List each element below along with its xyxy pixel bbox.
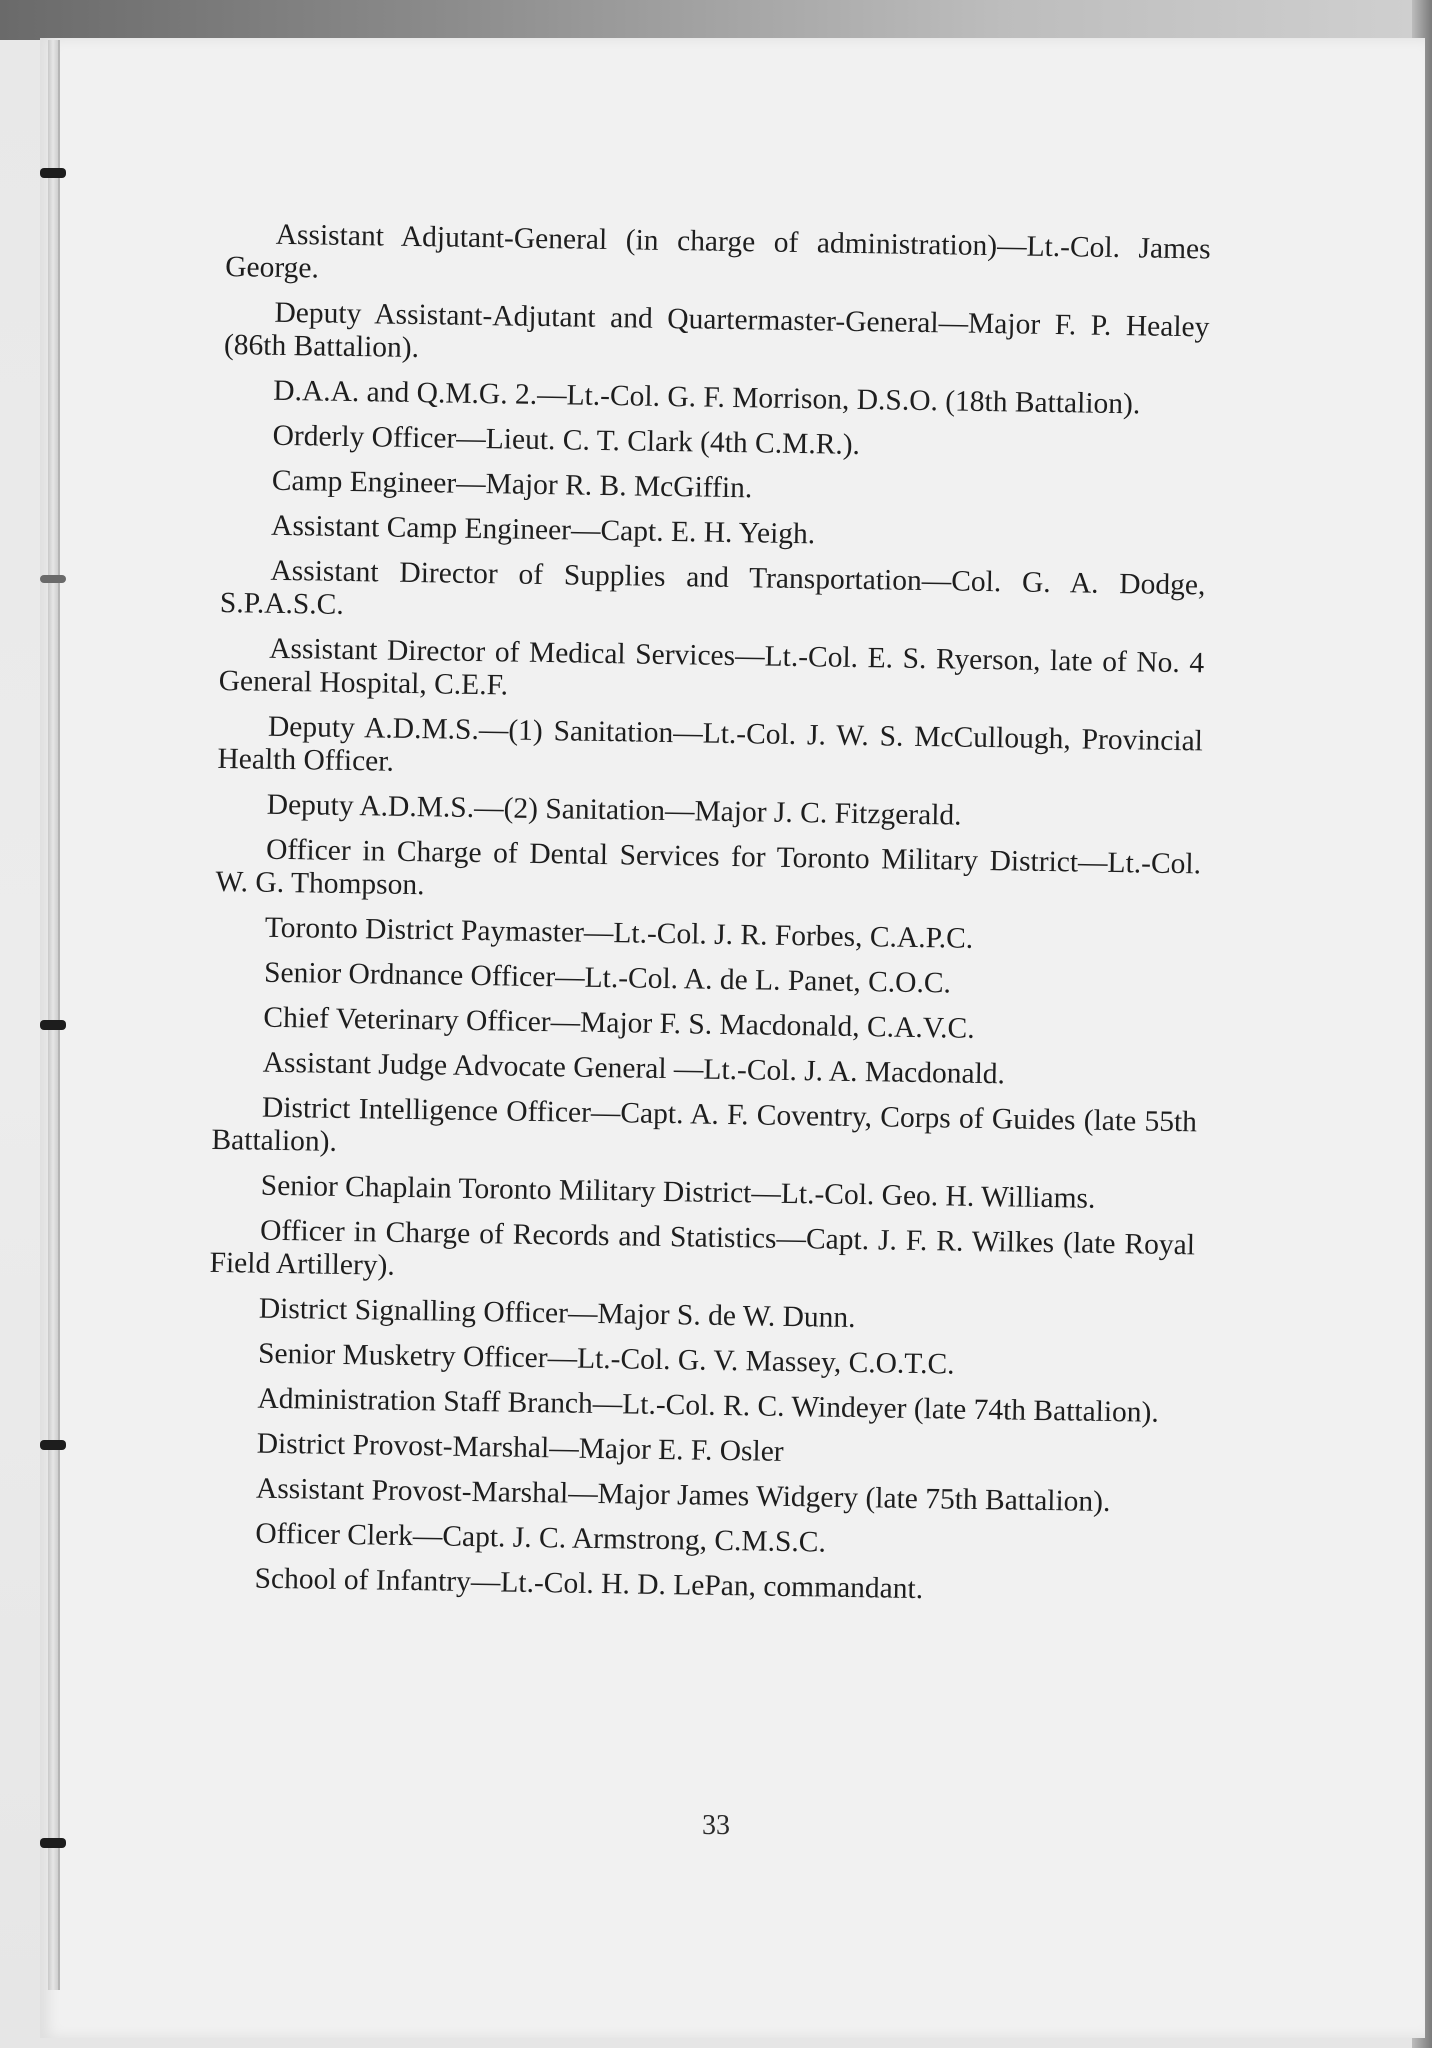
- list-entry: Chief Veterinary Officer—Major F. S. Macdonald, C.A.V.C.: [263, 1001, 975, 1045]
- list-entry: Assistant Director of Supplies and Transportation—Col. G. A. Dodge, S.P.A.S.C.: [219, 554, 1206, 621]
- list-entry: District Intelligence Officer—Capt. A. F. Coventry, Corps of Guides (late 55th Battalion).: [211, 1091, 1198, 1158]
- list-entry: Camp Engineer—Major R. B. McGiffin.: [271, 464, 753, 505]
- list-entry: Senior Musketry Officer—Lt.-Col. G. V. Massey, C.O.T.C.: [257, 1337, 955, 1381]
- binding-stitch: [40, 1020, 66, 1030]
- list-entry: Assistant Director of Medical Services—Lt.-Col. E. S. Ryerson, late of No. 4 General Hospital, C.E.F.: [218, 632, 1205, 702]
- book-binding: [48, 40, 60, 1990]
- officer-list: [204, 218, 1211, 1622]
- list-entry: Senior Ordnance Officer—Lt.-Col. A. de L. Panet, C.O.C.: [263, 956, 952, 1000]
- scan-top-edge: [0, 0, 1432, 40]
- list-entry: Administration Staff Branch—Lt.-Col. R. C. Windeyer (late 74th Battalion).: [257, 1382, 1160, 1429]
- list-entry: Assistant Provost-Marshal—Major James Widgery (late 75th Battalion).: [255, 1472, 1111, 1519]
- page-number: 33: [702, 1810, 730, 1841]
- list-entry: Deputy A.D.M.S.—(1) Sanitation—Lt.-Col. J. W. S. McCullough, Provincial Health Officer.: [217, 710, 1204, 778]
- binding-stitch: [40, 1440, 66, 1450]
- binding-stitch: [40, 168, 66, 178]
- list-entry: School of Infantry—Lt.-Col. H. D. LePan, commandant.: [254, 1562, 924, 1606]
- list-entry: Deputy Assistant-Adjutant and Quartermaster-General—Major F. P. Healey (86th Battalion).: [223, 296, 1210, 365]
- list-entry: Officer Clerk—Capt. J. C. Armstrong, C.M.S.C.: [255, 1517, 827, 1559]
- list-entry: Assistant Camp Engineer—Capt. E. H. Yeigh.: [270, 509, 816, 551]
- list-entry: Deputy A.D.M.S.—(2) Sanitation—Major J. C. Fitzgerald.: [266, 788, 962, 832]
- list-entry: Assistant Judge Advocate General —Lt.-Col. J. A. Macdonald.: [262, 1046, 1006, 1091]
- binding-stitch: [40, 575, 66, 583]
- list-entry: Orderly Officer—Lieut. C. T. Clark (4th C.M.R.).: [272, 419, 861, 461]
- list-entry: District Signalling Officer—Major S. de W. Dunn.: [258, 1292, 856, 1335]
- list-entry: District Provost-Marshal—Major E. F. Osler: [256, 1427, 784, 1468]
- list-entry: Senior Chaplain Toronto Military District—Lt.-Col. Geo. H. Williams.: [260, 1169, 1096, 1215]
- list-entry: Officer in Charge of Records and Statistics—Capt. J. F. R. Wilkes (late Royal Field Artillery).: [209, 1214, 1196, 1282]
- list-entry: D.A.A. and Q.M.G. 2.—Lt.-Col. G. F. Morrison, D.S.O. (18th Battalion).: [273, 374, 1141, 421]
- list-entry: Officer in Charge of Dental Services for Toronto Military District—Lt.-Col. W. G. Thompson.: [215, 833, 1202, 902]
- list-entry: Assistant Adjutant-General (in charge of administration)—Lt.-Col. James George.: [224, 218, 1211, 285]
- list-entry: Toronto District Paymaster—Lt.-Col. J. R. Forbes, C.A.P.C.: [264, 911, 974, 955]
